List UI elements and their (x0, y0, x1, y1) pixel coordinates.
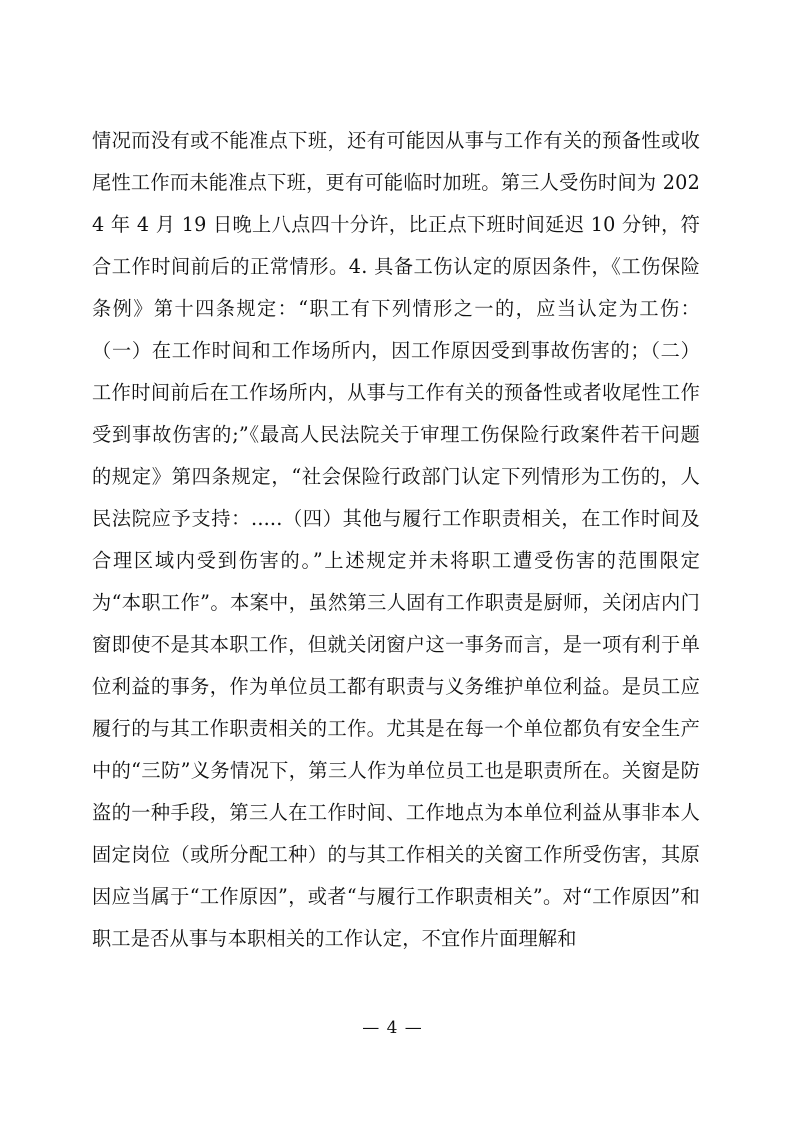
page-number-label: — 4 — (362, 1018, 423, 1038)
page-number (0, 1018, 793, 1038)
body-paragraph: 情况而没有或不能准点下班，还有可能因从事与工作有关的预备性或收尾性工作而未能准点下班，更有可能临时加班。第三人受伤时间为 2024 年 4 月 19 日晚上八点四十分许，比正点下班时间延迟 10 分钟，符合工作时间前后的正常情形。4. 具备工伤认定的原因条件，《工伤保险条例》第十四条规定：“职工有下列情形之一的，应当认定为工伤：（一）在工作时间和工作场所内，因工作原因受到事故伤害的；（二）工作时间前后在工作场所内，从事与工作有关的预备性或者收尾性工作受到事故伤害的;”《最高人民法院关于审理工伤保险行政案件若干问题的规定》第四条规定，“社会保险行政部门认定下列情形为工伤的，人民法院应予支持：.....（四）其他与履行工作职责相关，在工作时间及合理区域内受到伤害的。”上述规定并未将职工遭受伤害的范围限定为“本职工作”。本案中，虽然第三人固有工作职责是厨师，关闭店内门窗即使不是其本职工作，但就关闭窗户这一事务而言，是一项有利于单位利益的事务，作为单位员工都有职责与义务维护单位利益。是员工应履行的与其工作职责相关的工作。尤其是在每一个单位都负有安全生产中的“三防”义务情况下，第三人作为单位员工也是职责所在。关窗是防盗的一种手段，第三人在工作时间、工作地点为本单位利益从事非本人固定岗位（或所分配工种）的与其工作相关的关窗工作所受伤害，其原因应当属于“工作原因”，或者“与履行工作职责相关”。对“工作原因”和职工是否从事与本职相关的工作认定，不宜作片面理解和 (92, 129, 700, 950)
page-content-area (92, 120, 700, 960)
document-body (92, 120, 700, 960)
